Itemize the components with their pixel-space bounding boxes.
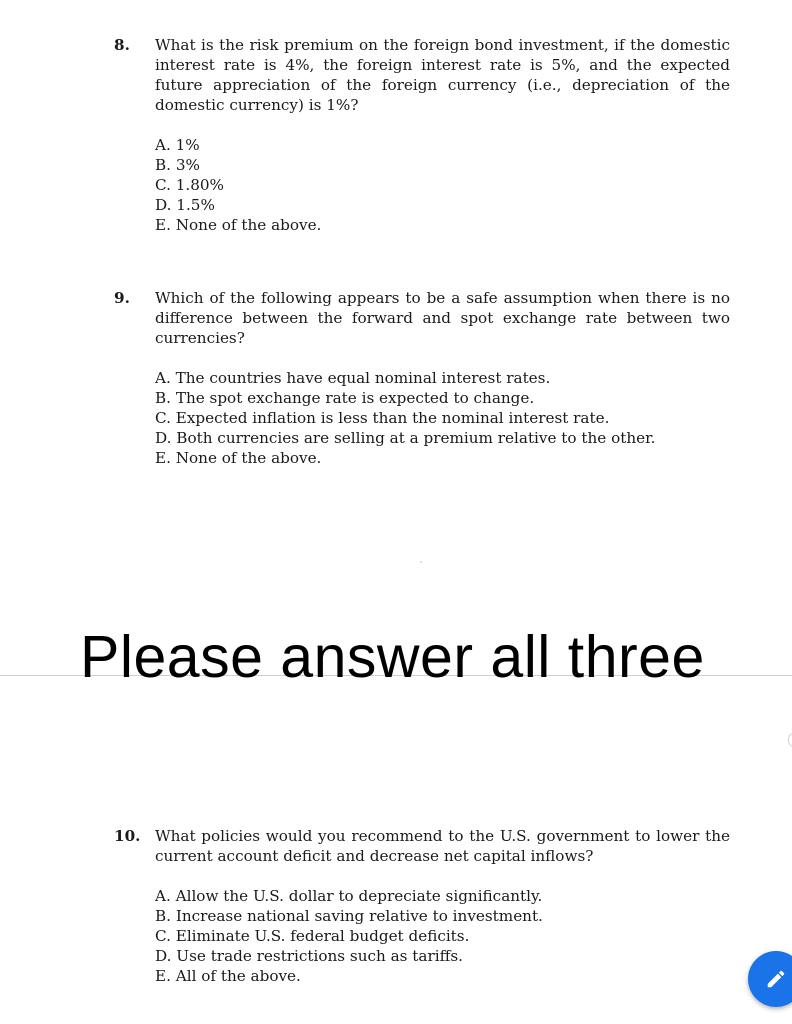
option-a: A. Allow the U.S. dollar to depreciate significantly.	[155, 887, 543, 905]
answer-options	[155, 368, 730, 468]
side-panel-handle[interactable]	[788, 733, 792, 747]
pencil-icon	[765, 968, 787, 990]
option-c: C. 1.80%	[155, 176, 224, 194]
option-d: D. Use trade restrictions such as tariffs.	[155, 947, 463, 965]
question-8	[114, 35, 730, 235]
question-text: Which of the following appears to be a safe assumption when there is no difference between the forward and spot exchange rate between two currencies?	[155, 289, 730, 347]
question-10	[114, 826, 730, 986]
option-e: E. None of the above.	[155, 449, 322, 467]
answer-options	[155, 135, 730, 235]
question-number: 9.	[114, 289, 130, 307]
option-c: C. Expected inflation is less than the nominal interest rate.	[155, 409, 610, 427]
option-b: B. 3%	[155, 156, 200, 174]
question-text: What policies would you recommend to the U.S. government to lower the current account deficit and decrease net capital inflows?	[155, 827, 730, 865]
option-e: E. All of the above.	[155, 967, 301, 985]
answer-options	[155, 886, 730, 986]
question-number: 8.	[114, 36, 130, 54]
option-a: A. The countries have equal nominal interest rates.	[155, 369, 551, 387]
question-9	[114, 288, 730, 468]
scan-speck	[420, 561, 422, 563]
annotation-text: Please answer all three	[80, 624, 705, 690]
option-a: A. 1%	[155, 136, 200, 154]
option-d: D. Both currencies are selling at a premium relative to the other.	[155, 429, 656, 447]
option-c: C. Eliminate U.S. federal budget deficits.	[155, 927, 470, 945]
option-d: D. 1.5%	[155, 196, 215, 214]
option-b: B. The spot exchange rate is expected to change.	[155, 389, 535, 407]
option-b: B. Increase national saving relative to investment.	[155, 907, 543, 925]
question-text: What is the risk premium on the foreign bond investment, if the domestic interest rate is 4%, the foreign interest rate is 5%, and the expected future appreciation of the foreign currency (i.e., depreciation of the domestic currency) is 1%?	[155, 36, 730, 114]
option-e: E. None of the above.	[155, 216, 322, 234]
question-number: 10.	[114, 827, 141, 845]
